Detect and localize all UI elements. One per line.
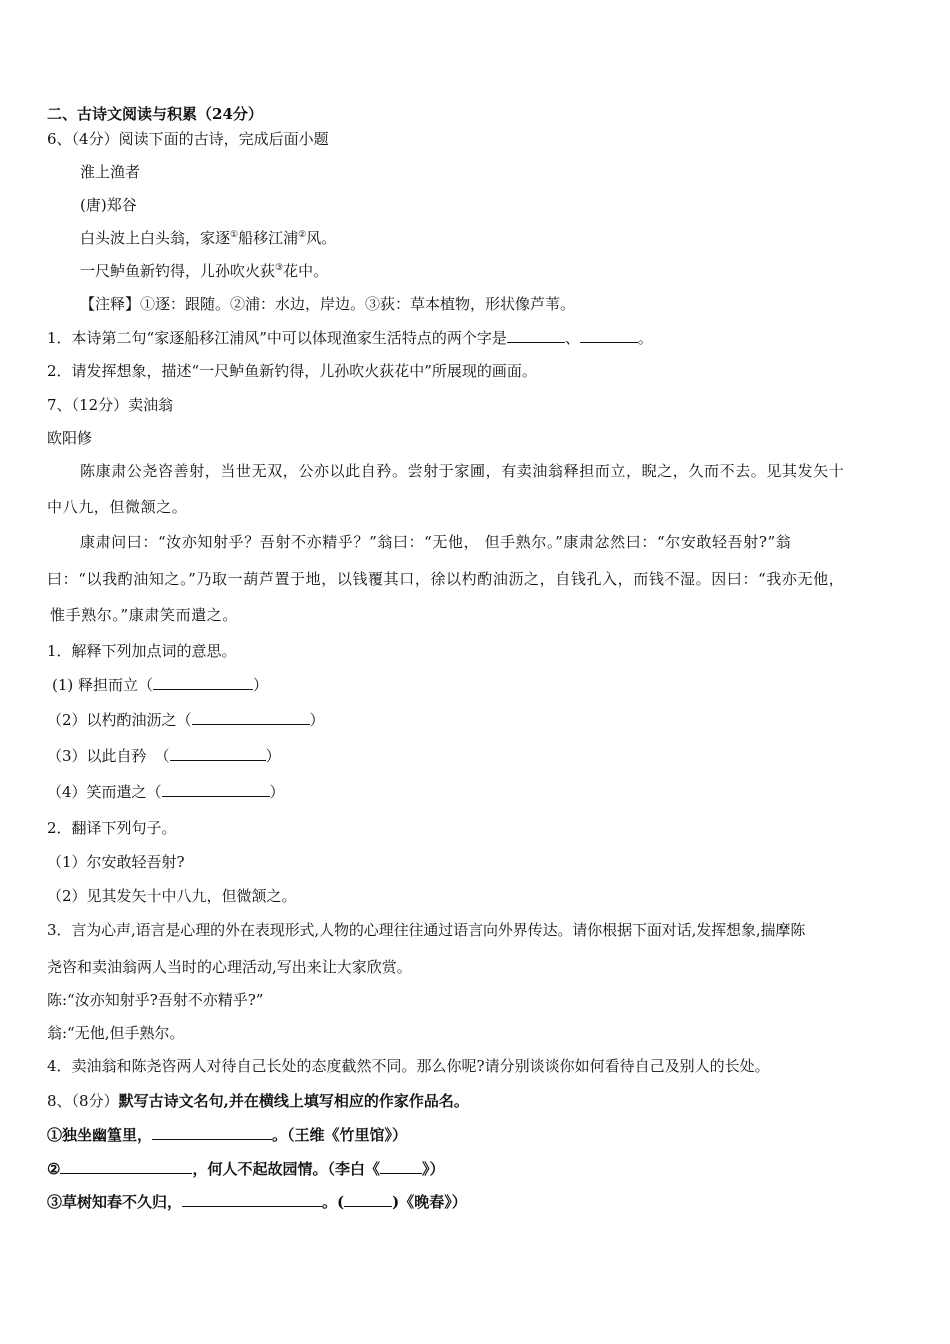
answer-blank[interactable]	[152, 1125, 272, 1140]
q7-sub2-item2: （2）见其发矢十中八九，但微颔之。	[47, 887, 297, 905]
item-text: (1) 释担而立（	[52, 676, 154, 694]
item-text: （2）以杓酌油沥之（	[47, 711, 192, 729]
answer-blank[interactable]	[60, 1159, 192, 1174]
answer-blank[interactable]	[162, 782, 270, 797]
q7-sub1: 1．解释下列加点词的意思。	[47, 642, 237, 660]
passage-p2-line3: 惟手熟尔。”康肃笑而遣之。	[50, 606, 238, 624]
answer-blank[interactable]	[153, 675, 253, 690]
item-text: （4）笑而遣之（	[47, 783, 162, 801]
question-text: 1．本诗第二句“家逐船移江浦风”中可以体现渔家生活特点的两个字是	[47, 329, 507, 347]
q8-line1	[47, 1125, 407, 1145]
q8-line3	[47, 1192, 467, 1212]
line-text: ②	[47, 1160, 61, 1178]
poem-verse-1	[80, 228, 336, 248]
passage-p1-line2: 中八九，但微颔之。	[47, 498, 188, 516]
line-text: ③草树知春不久归，	[47, 1193, 183, 1211]
answer-blank[interactable]	[192, 710, 310, 725]
q6-sub1	[47, 328, 653, 348]
verse-text: 船移江浦	[238, 229, 299, 247]
poem-annotation: 【注释】①逐：跟随。②浦：水边，岸边。③荻：草本植物，形状像芦苇。	[80, 295, 576, 313]
poem-title: 淮上渔者	[80, 163, 141, 181]
close-paren: ）	[253, 676, 269, 694]
end-mark: 。	[637, 329, 653, 347]
verse-text: 一尺鲈鱼新钓得，儿孙吹火荻	[80, 262, 276, 280]
line-text: 》）	[421, 1160, 445, 1178]
close-paren: ）	[269, 783, 285, 801]
q7-sub1-item3	[47, 746, 281, 766]
poem-author: (唐)郑谷	[80, 196, 137, 214]
verse-text: 白头波上白头翁，家逐	[80, 229, 231, 247]
q7-dialogue-weng: 翁:“无他,但手熟尔。	[47, 1024, 185, 1042]
passage-p2-line2: 曰：“以我酌油知之。”乃取一葫芦置于地，以钱覆其口，徐以杓酌油沥之，自钱孔入，而钱不湿。因曰：“我亦无他，	[47, 570, 845, 588]
answer-blank[interactable]	[344, 1192, 392, 1207]
item-text: （	[154, 747, 170, 765]
passage-p1-line1: 陈康肃公尧咨善射，当世无双，公亦以此自矜。尝射于家圃，有卖油翁释担而立，睨之，久而不去。见其发矢十	[80, 462, 845, 480]
q7-sub3-line2: 尧咨和卖油翁两人当时的心理活动,写出来让大家欣赏。	[47, 958, 412, 976]
note-mark: ②	[298, 230, 307, 240]
q7-sub1-item2	[47, 710, 325, 730]
close-paren: ）	[309, 711, 325, 729]
q6-header: 6、（4分）阅读下面的古诗，完成后面小题	[47, 130, 329, 148]
q8-instruction: 默写古诗文名句,并在横线上填写相应的作家作品名。	[118, 1092, 469, 1110]
line-text: )《晚春》）	[392, 1193, 467, 1211]
q7-header: 7、（12分）卖油翁	[47, 396, 174, 414]
answer-blank[interactable]	[182, 1192, 322, 1207]
q8-header	[47, 1091, 469, 1111]
passage-p2-line1: 康肃问曰：“汝亦知射乎？吾射不亦精乎？”翁曰：“无他， 但手熟尔。”康肃忿然曰：“尔安敢轻吾射?”翁	[80, 533, 792, 551]
q7-sub1-item1	[52, 675, 268, 695]
line-text: 。(	[322, 1193, 345, 1211]
q7-sub1-item4	[47, 782, 285, 802]
note-mark: ③	[275, 263, 284, 273]
line-text: ①独坐幽篁里，	[47, 1126, 153, 1144]
answer-blank[interactable]	[170, 746, 266, 761]
line-text: 。（王维《竹里馆》）	[272, 1126, 408, 1144]
q6-sub2: 2．请发挥想象，描述“一尺鲈鱼新钓得，儿孙吹火荻花中”所展现的画面。	[47, 362, 537, 380]
separator: 、	[564, 329, 580, 347]
q7-sub2-item1: （1）尔安敢轻吾射?	[47, 853, 185, 871]
close-paren: ）	[265, 747, 281, 765]
note-mark: ①	[230, 230, 239, 240]
q7-dialogue-chen: 陈:“汝亦知射乎?吾射不亦精乎?”	[47, 991, 264, 1009]
line-text: ，何人不起故园情。（李白《	[192, 1160, 380, 1178]
verse-text: 风。	[306, 229, 337, 247]
item-text: （3）以此自矜	[47, 747, 147, 765]
section-title: 二、古诗文阅读与积累（24分）	[47, 105, 263, 123]
poem-verse-2	[80, 261, 328, 281]
answer-blank[interactable]	[380, 1159, 422, 1174]
q7-sub2: 2．翻译下列句子。	[47, 819, 177, 837]
q8-line2	[47, 1159, 444, 1179]
q7-sub4: 4．卖油翁和陈尧咨两人对待自己长处的态度截然不同。那么你呢?请分别谈谈你如何看待自己及别人的长处。	[47, 1057, 770, 1075]
q7-author: 欧阳修	[47, 429, 93, 447]
verse-text: 花中。	[283, 262, 329, 280]
answer-blank[interactable]	[507, 328, 565, 343]
q7-sub3-line1: 3．言为心声,语言是心理的外在表现形式,人物的心理往往通过语言向外界传达。请你根据下面对话,发挥想象,揣摩陈	[47, 921, 806, 939]
answer-blank[interactable]	[580, 328, 638, 343]
q8-score: 8、（8分）	[47, 1092, 119, 1110]
